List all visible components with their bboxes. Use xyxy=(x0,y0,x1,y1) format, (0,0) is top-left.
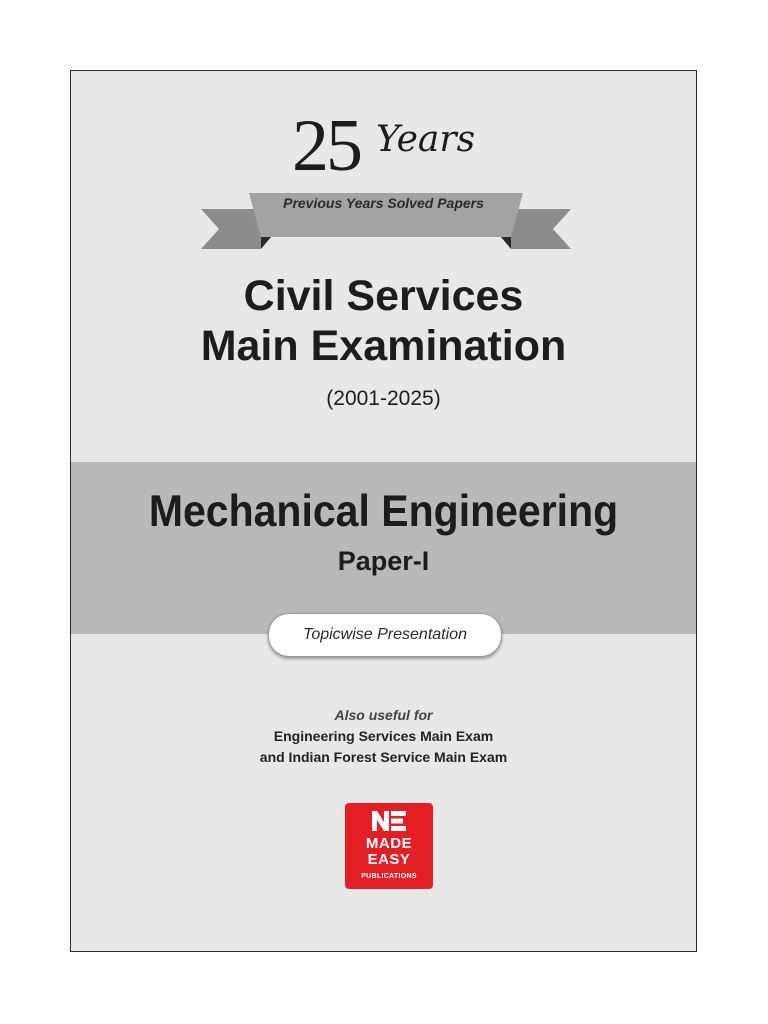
also-useful-lead: Also useful for xyxy=(334,707,433,723)
subject-title: Mechanical Engineering xyxy=(148,486,619,536)
me-monogram-icon xyxy=(370,809,408,833)
presentation-pill: Topicwise Presentation xyxy=(268,613,502,657)
title-line-1: Civil Services xyxy=(243,272,524,320)
also-useful-line-2: and Indian Forest Service Main Exam xyxy=(259,749,508,765)
ribbon-left-tail xyxy=(201,209,261,249)
paper-label: Paper-I xyxy=(337,546,430,576)
year-range: (2001-2025) xyxy=(326,387,441,410)
logo-line-3: PUBLICATIONS xyxy=(361,873,417,880)
ribbon-label: Previous Years Solved Papers xyxy=(283,195,484,211)
title-line-2: Main Examination xyxy=(200,322,567,370)
years-word: Years xyxy=(375,118,476,160)
ribbon-left-fold xyxy=(261,237,271,249)
exam-title xyxy=(71,271,696,371)
made-easy-logo xyxy=(345,803,433,889)
subject-band xyxy=(71,462,696,634)
ribbon-right-fold xyxy=(501,237,511,249)
logo-line-2: EASY xyxy=(367,851,411,868)
ribbon-right-tail xyxy=(511,209,571,249)
also-useful-line-1: Engineering Services Main Exam xyxy=(273,728,494,744)
years-number: 25 xyxy=(291,105,360,187)
also-useful-block xyxy=(71,705,696,768)
years-heading xyxy=(71,105,696,187)
book-cover xyxy=(70,70,697,952)
logo-line-1: MADE xyxy=(365,835,413,852)
